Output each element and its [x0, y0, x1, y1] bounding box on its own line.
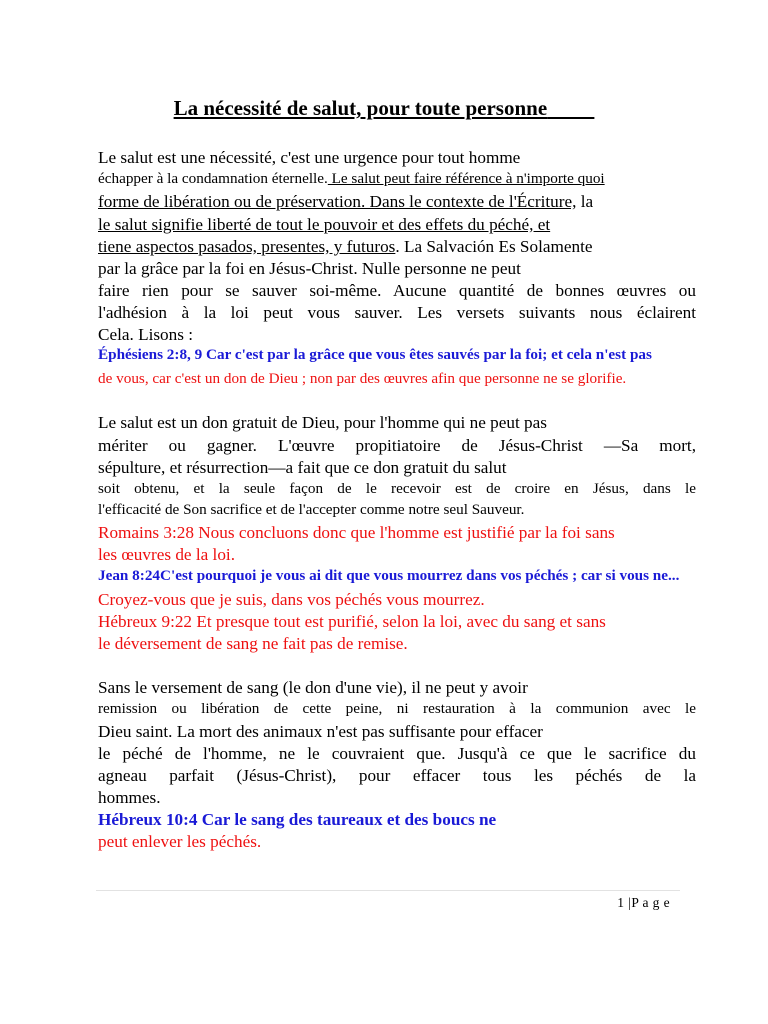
paragraph-line: le péché de l'homme, ne le couvraient que. Jusqu'à ce que le sacrifice du — [98, 744, 696, 763]
paragraph-line: mériter ou gagner. L'œuvre propitiatoire de Jésus-Christ —Sa mort, — [98, 436, 696, 455]
verse-reference-line: Hébreux 10:4 Car le sang des taureaux et des boucs ne — [98, 810, 497, 829]
verse-text-line: Croyez-vous que je suis, dans vos péchés vous mourrez. — [98, 590, 485, 609]
paragraph-line: agneau parfait (Jésus-Christ), pour effacer tous les péchés de la — [98, 766, 696, 785]
paragraph-line: hommes. — [98, 788, 161, 807]
underlined-text: forme de libération ou de préservation. Dans le contexte de l'Écriture, — [98, 192, 577, 211]
paragraph-line: Le salut est un don gratuit de Dieu, pour l'homme qui ne peut pas — [98, 413, 547, 432]
paragraph-line — [98, 171, 696, 186]
verse-reference-line: Jean 8:24C'est pourquoi je vous ai dit que vous mourrez dans vos péchés ; car si vous ne... — [98, 567, 680, 584]
page-number: 1 — [617, 895, 625, 910]
verse-text-line: Romains 3:28 Nous concluons donc que l'homme est justifié par la foi sans — [98, 523, 615, 542]
verse-text-line: le déversement de sang ne fait pas de remise. — [98, 634, 408, 653]
underlined-text: tiene aspectos pasados, presentes, y futuros — [98, 237, 396, 256]
title-text: La nécessité de salut, pour toute personne — [173, 96, 548, 120]
text-run: la — [576, 192, 594, 211]
verse-text-line: peut enlever les péchés. — [98, 832, 262, 851]
text-run: échapper à la condamnation éternelle. — [98, 170, 328, 187]
paragraph-line: Sans le versement de sang (le don d'une vie), il ne peut y avoir — [98, 678, 528, 697]
paragraph-line — [98, 238, 696, 255]
verse-reference-line: Éphésiens 2:8, 9 Car c'est par la grâce que vous êtes sauvés par la foi; et cela n'est pas — [98, 346, 652, 363]
text-run: . La Salvación Es Solamente — [395, 237, 593, 256]
page-title — [0, 96, 768, 121]
verse-text-line: de vous, car c'est un don de Dieu ; non par des œuvres afin que personne ne se glorifie. — [98, 370, 627, 387]
footer-divider — [96, 890, 680, 891]
paragraph-line: sépulture, et résurrection—a fait que ce don gratuit du salut — [98, 458, 507, 477]
paragraph-line: soit obtenu, et la seule façon de le recevoir est de croire en Jésus, dans le — [98, 480, 696, 497]
paragraph-line: par la grâce par la foi en Jésus-Christ. Nulle personne ne peut — [98, 259, 521, 278]
verse-text-line: les œuvres de la loi. — [98, 545, 235, 564]
page-label: |P a g e — [628, 895, 670, 910]
underlined-text: Le salut peut faire référence à n'importe quoi — [327, 170, 605, 187]
page-footer — [480, 895, 670, 911]
paragraph-line — [98, 193, 696, 210]
verse-text-line: Hébreux 9:22 Et presque tout est purifié, selon la loi, avec du sang et sans — [98, 612, 606, 631]
paragraph-line: Cela. Lisons : — [98, 325, 194, 344]
paragraph-line: le salut signifie liberté de tout le pouvoir et des effets du péché, et — [98, 215, 551, 234]
paragraph-line: faire rien pour se sauver soi-même. Aucune quantité de bonnes œuvres ou — [98, 281, 696, 300]
paragraph-line: Dieu saint. La mort des animaux n'est pas suffisante pour effacer — [98, 722, 543, 741]
paragraph-line: Le salut est une nécessité, c'est une urgence pour tout homme — [98, 148, 521, 167]
paragraph-line: l'efficacité de Son sacrifice et de l'accepter comme notre seul Sauveur. — [98, 501, 525, 518]
paragraph-line: l'adhésion à la loi peut vous sauver. Les versets suivants nous éclairent — [98, 303, 696, 322]
paragraph-line: remission ou libération de cette peine, ni restauration à la communion avec le — [98, 700, 696, 717]
